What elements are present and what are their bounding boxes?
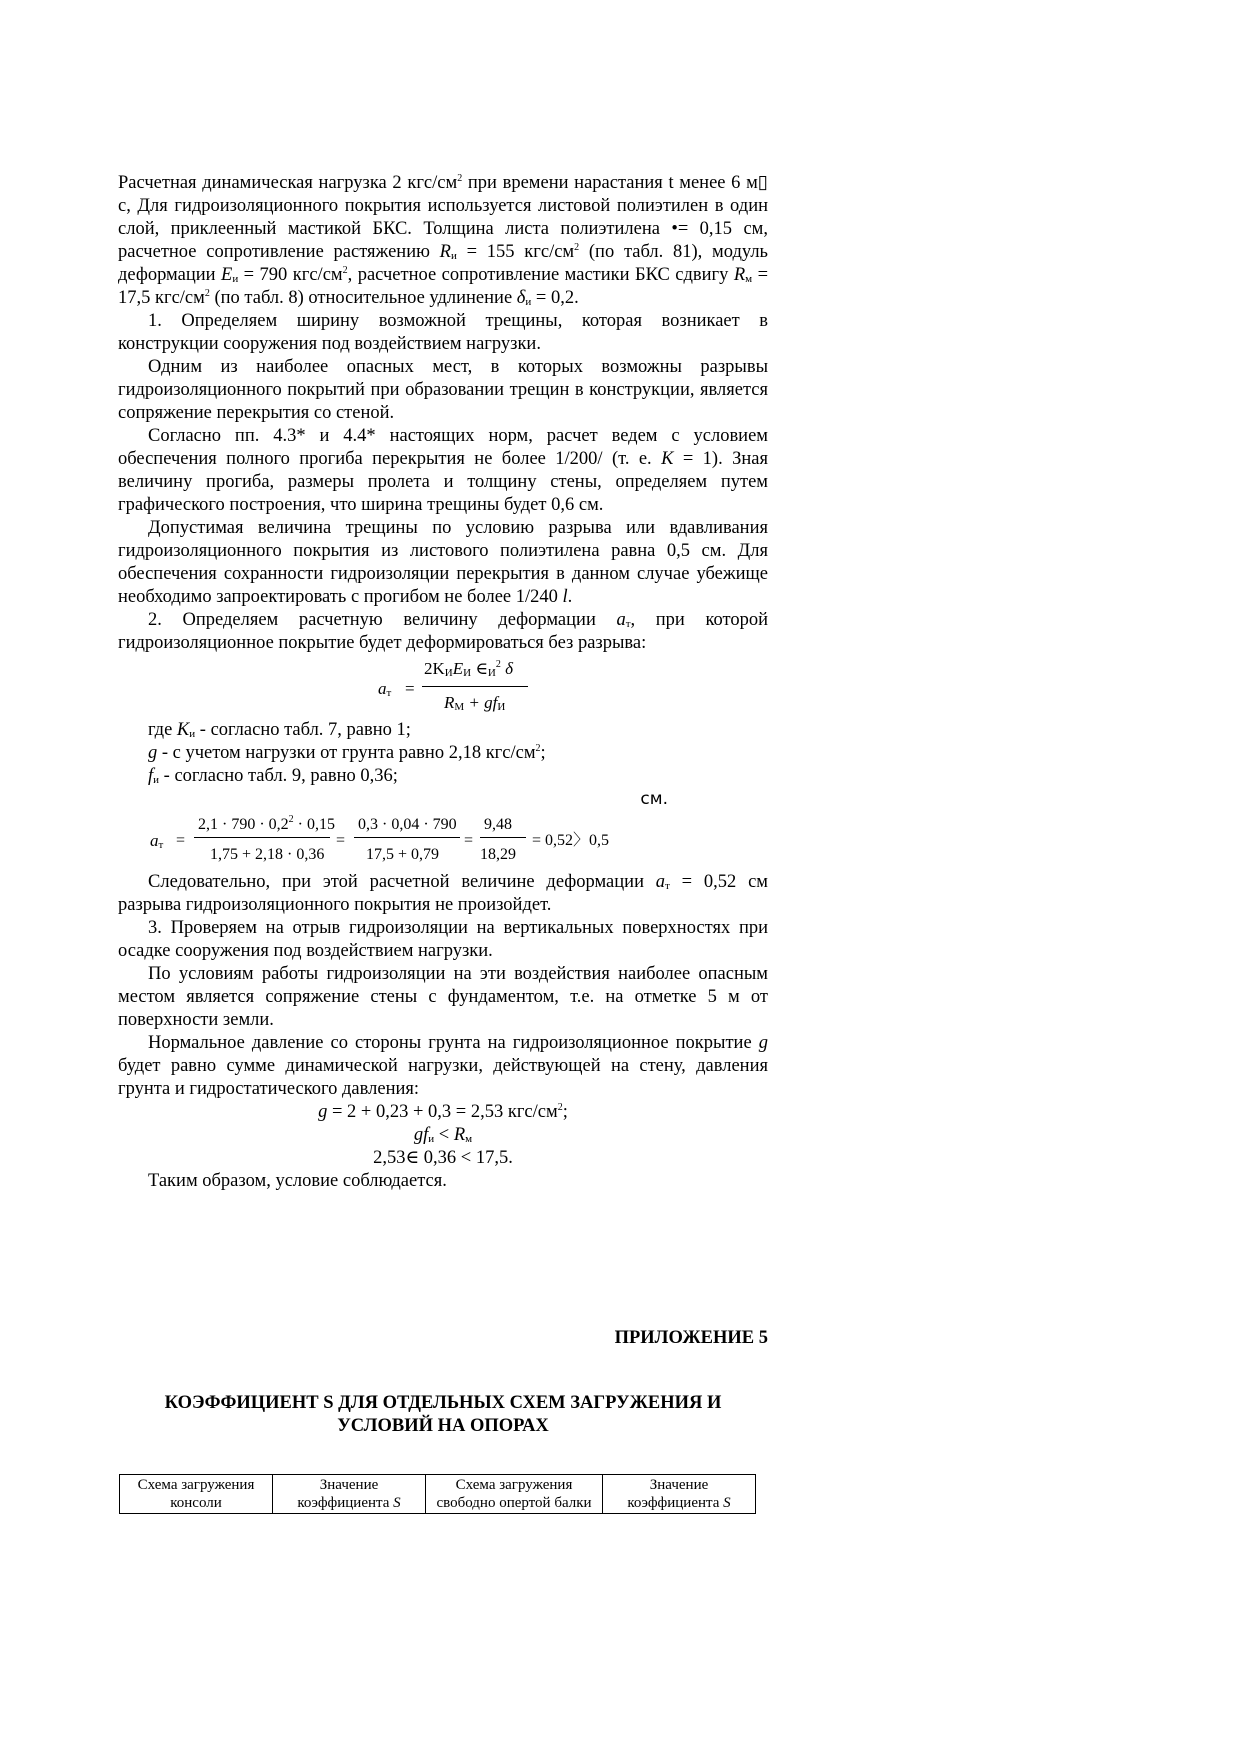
formula-fraction-bar	[422, 686, 528, 687]
paragraph-conditions: По условиям работы гидроизоляции на эти воздействия наиболее опасным местом является сопряжение стены с фундаментом, т.е. на отметке 5 м от поверхности земли.	[118, 964, 768, 1030]
deformation-formula: $a_т$ = $2K_ИE_И$ $\in_И^2$ δ $R_М + gf_И$	[118, 655, 768, 719]
intro-paragraph: Расчетная динамическая нагрузка 2 кгс/$см^2$ при времени нарастания t менее 6 м▯ с, Для гидроизоляционного покрытия используется листовой полиэтилен в один слой, приклеенный мастикой БКС. Толщина листа полиэтилена •= 0,15 см, расчетное сопротивление растяжению $R_и = 155$ кгс/$см^2$ (по табл. 81), модуль деформации $E_и = 790$ кгс/$см^2$, расчетное сопротивление мастики БКС сдвигу $R_м = 17,5$ кгс/$см^2$ (по табл. 8) относительное удлинение $\delta_и = 0,2$.	[118, 173, 769, 308]
paragraph-allowed-crack: Допустимая величина трещины по условию разрыва или вдавливания гидроизоляционного покрытия из листового полиэтилена равна 0,5 см. Для обеспечения сохранности гидроизоляции перекрытия в данном случае убежище необходимо запроектировать с прогибом не более 1/240 l.	[118, 518, 768, 607]
paragraph-dangerous-places: Одним из наиболее опасных мест, в которых возможны разрывы гидроизоляционного покрытий при образовании трещин в конструкции, является сопряжение перекрытия со стеной.	[118, 357, 768, 423]
paragraph-step3: 3. Проверяем на отрыв гидроизоляции на вертикальных поверхностях при осадке сооружения под воздействием нагрузки.	[118, 918, 768, 961]
table-header-cell: Схема загружения консоли	[120, 1475, 273, 1514]
where-k: где $K_и$ - согласно табл. 7, равно 1;	[148, 720, 411, 740]
equation-check: 2,53∈ 0,36 < 17,5.	[373, 1148, 513, 1168]
table-header-cell: Значение коэффициента S	[273, 1475, 426, 1514]
paragraph-norms: Согласно пп. 4.3* и 4.4* настоящих норм, расчет ведем с условием обеспечения полного прогиба перекрытия не более 1/200/ (т. е. K = 1). Зная величину прогиба, размеры пролета и толщину стены, определяем путем графического построения, что ширина трещины будет 0,6 см.	[118, 426, 768, 515]
paragraph-step1: 1. Определяем ширину возможной трещины, которая возникает в конструкции сооружения под воздействием нагрузки.	[118, 311, 768, 354]
where-f: $f_и$ - согласно табл. 9, равно 0,36;	[148, 766, 398, 786]
table-header-cell: Схема загружения свободно опертой балки	[426, 1475, 603, 1514]
paragraph-conclusion-2: Таким образом, условие соблюдается.	[148, 1171, 447, 1191]
paragraph-conclusion-1: Следовательно, при этой расчетной величине деформации $a_т = 0,52$ см разрыва гидроизоляционного покрытия не произойдет.	[118, 872, 768, 915]
where-g: g - с учетом нагрузки от грунта равно 2,18 кгс/$см^2$;	[148, 743, 546, 763]
document-body	[118, 172, 768, 1193]
appendix-label: ПРИЛОЖЕНИЕ 5	[614, 1328, 768, 1348]
paragraph-step2: 2. Определяем расчетную величину деформации $a_т$, при которой гидроизоляционное покрытие будет деформироваться без разрыва:	[118, 610, 768, 653]
equation-g: g = 2 + 0,23 + 0,3 = 2,53 кгс/$см^2$;	[318, 1102, 568, 1122]
table-header-row	[120, 1475, 756, 1514]
equation-condition: $gf_и < R_м$	[413, 1125, 473, 1145]
calc-bar-3	[480, 837, 526, 838]
table-header-cell: Значение коэффициента S	[603, 1475, 756, 1514]
calc-bar-2	[354, 837, 460, 838]
deformation-calculation: $a_т$ = $2,1 \cdot 790 \cdot 0,2^2 \cdot 0,15$ 1,75 + 2,18 · 0,36 = 0,3 · 0,04 · 790 17,5 + 0,79 = 9,48 18,29 = 0,52〉0,5	[150, 814, 610, 863]
coefficient-table	[119, 1474, 756, 1514]
section-heading: КОЭФФИЦИЕНТ S ДЛЯ ОТДЕЛЬНЫХ СХЕМ ЗАГРУЖЕНИЯ И УСЛОВИЙ НА ОПОРАХ	[164, 1393, 722, 1436]
paragraph-pressure: Нормальное давление со стороны грунта на гидроизоляционное покрытие g будет равно сумме динамической нагрузки, действующей на стену, давления грунта и гидростатического давления:	[118, 1033, 768, 1099]
unit-label: см.	[640, 789, 668, 809]
calc-bar-1	[194, 837, 330, 838]
